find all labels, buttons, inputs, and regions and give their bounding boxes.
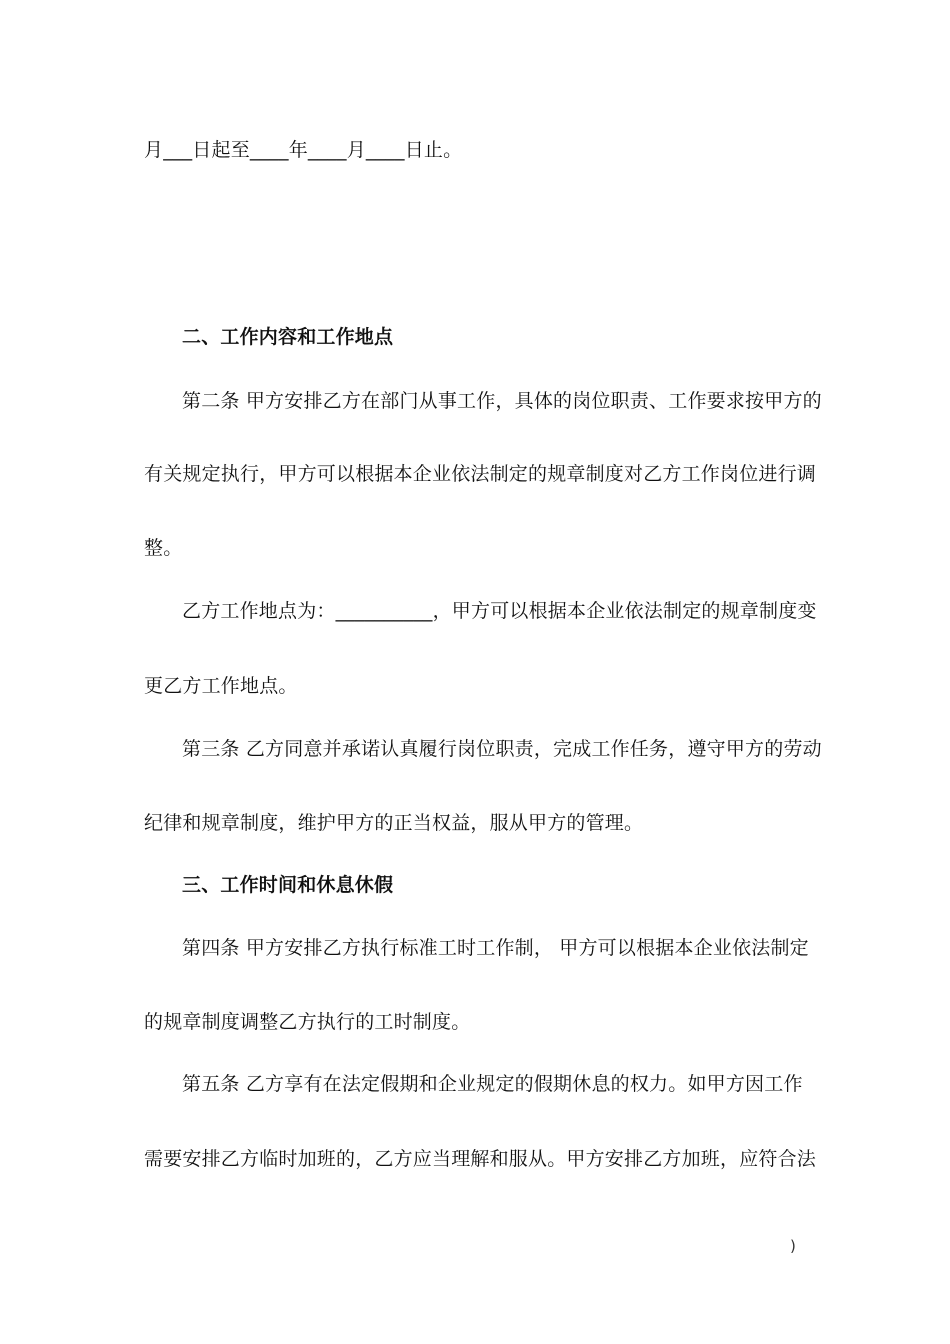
- article-5-line-1: 第五条 乙方享有在法定假期和企业规定的假期休息的权力。如甲方因工作: [182, 1073, 803, 1095]
- article-3-line-2: 纪律和规章制度，维护甲方的正当权益，服从甲方的管理。: [144, 812, 644, 834]
- article-3-line-1: 第三条 乙方同意并承诺认真履行岗位职责，完成工作任务，遵守甲方的劳动: [182, 738, 822, 760]
- article-2-line-1: 第二条 甲方安排乙方在部门从事工作，具体的岗位职责、工作要求按甲方的: [182, 390, 822, 412]
- article-4-line-2: 的规章制度调整乙方执行的工时制度。: [144, 1011, 471, 1033]
- page-footer-mark: ): [790, 1237, 796, 1255]
- date-range-line: 月___日起至____年____月____日止。: [144, 139, 463, 161]
- article-5-line-2: 需要安排乙方临时加班的，乙方应当理解和服从。甲方安排乙方加班，应符合法: [144, 1148, 817, 1170]
- work-location-line-2: 更乙方工作地点。: [144, 675, 298, 697]
- section-heading-2: 二、工作内容和工作地点: [182, 326, 394, 348]
- section-heading-3: 三、工作时间和休息休假: [182, 874, 394, 896]
- article-4-line-1: 第四条 甲方安排乙方执行标准工时工作制， 甲方可以根据本企业依法制定: [182, 937, 809, 959]
- article-2-line-3: 整。: [144, 537, 183, 559]
- work-location-line-1: 乙方工作地点为：__________，甲方可以根据本企业依法制定的规章制度变: [182, 600, 817, 622]
- article-2-line-2: 有关规定执行，甲方可以根据本企业依法制定的规章制度对乙方工作岗位进行调: [144, 463, 817, 485]
